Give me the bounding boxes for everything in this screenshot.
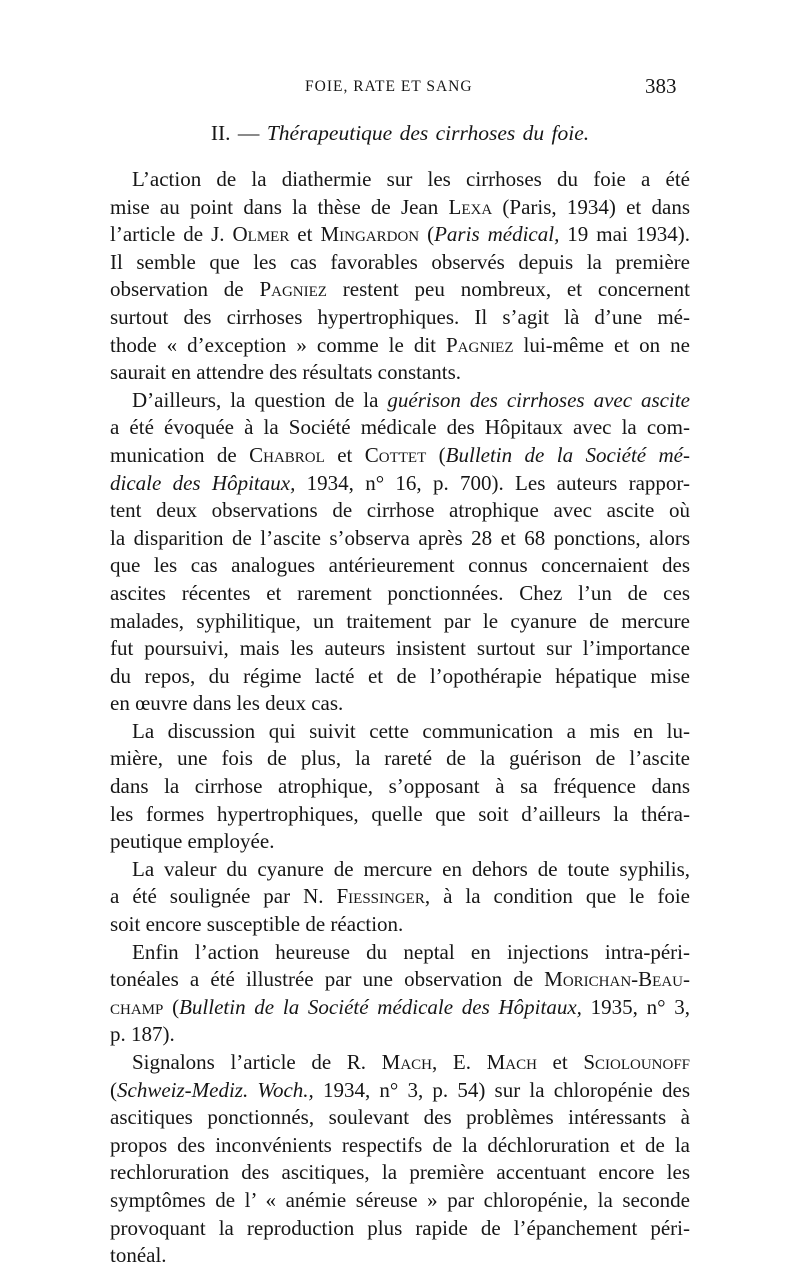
text-line bbox=[110, 773, 690, 801]
text-run: rechloruration des ascitiques, la première accentuant encore les bbox=[110, 1160, 690, 1185]
text-run: D’ailleurs, la question de la bbox=[132, 387, 388, 412]
text-line bbox=[110, 966, 690, 994]
text-run: ( bbox=[110, 1077, 117, 1102]
italic-text: Bulletin de la Société médicale des Hôpitaux, bbox=[179, 994, 582, 1019]
author-name: Olmer bbox=[232, 222, 290, 247]
text-run: lui-même et on ne bbox=[513, 332, 690, 357]
paragraph bbox=[110, 166, 690, 387]
running-title: FOIE, RATE ET SANG bbox=[305, 78, 473, 95]
text-run: Il semble que les cas favorables observés depuis la première bbox=[110, 249, 690, 274]
text-line bbox=[110, 745, 690, 773]
text-run: et bbox=[324, 442, 365, 467]
text-run: l’article de J. bbox=[110, 222, 233, 247]
author-name: Lexa bbox=[448, 194, 493, 219]
text-line bbox=[110, 470, 690, 498]
author-name: Mach bbox=[486, 1050, 537, 1074]
text-line bbox=[110, 1104, 690, 1132]
author-name: Chabrol bbox=[249, 442, 325, 467]
text-line bbox=[110, 276, 690, 304]
text-run: , E. bbox=[432, 1050, 487, 1074]
text-run: propos des inconvénients respectifs de la déchloruration et de la bbox=[110, 1132, 690, 1157]
text-line bbox=[110, 552, 690, 580]
text-line bbox=[110, 414, 690, 442]
author-name: champ bbox=[110, 994, 164, 1019]
text-run: La discussion qui suivit cette communication a mis en lu- bbox=[132, 718, 690, 743]
author-name: Mach bbox=[381, 1050, 433, 1074]
text-run: munication de bbox=[110, 442, 250, 467]
text-run: tonéal. bbox=[110, 1243, 167, 1268]
text-run: et bbox=[289, 222, 321, 247]
author-name: Morichan-Beau- bbox=[544, 967, 690, 992]
text-run: ( bbox=[426, 442, 446, 467]
text-line bbox=[110, 442, 690, 470]
text-line bbox=[110, 911, 690, 939]
text-line bbox=[110, 1021, 690, 1049]
text-line bbox=[110, 828, 690, 856]
text-run: 1934, n° 3, p. 54) sur la chloropénie des bbox=[313, 1077, 690, 1102]
text-run: tonéales a été illustrée par une observation de bbox=[110, 967, 545, 992]
text-line bbox=[110, 194, 690, 222]
text-run: symptômes de l’ « anémie séreuse » par chloropénie, la seconde bbox=[110, 1187, 690, 1212]
text-run: 1935, n° 3, bbox=[581, 994, 690, 1019]
author-name: Fiessinger bbox=[336, 884, 425, 909]
text-run: du repos, du régime lacté et de l’opothérapie hépatique mise bbox=[110, 663, 690, 688]
text-line bbox=[110, 387, 690, 415]
section-title: Thérapeutique des cirrhoses du foie. bbox=[266, 121, 590, 145]
italic-text: Paris médical, bbox=[434, 222, 560, 247]
text-run: saurait en attendre des résultats constants. bbox=[110, 360, 462, 385]
text-line bbox=[110, 1215, 690, 1243]
text-line bbox=[110, 332, 690, 360]
italic-text: dicale des Hôpitaux, bbox=[110, 470, 296, 495]
text-run: ( bbox=[163, 994, 180, 1019]
text-run: ( bbox=[419, 222, 435, 247]
text-line bbox=[110, 939, 690, 967]
text-run: (Paris, 1934) et dans bbox=[492, 194, 690, 219]
running-header bbox=[0, 74, 800, 104]
text-line bbox=[110, 525, 690, 553]
text-run: 19 mai 1934). bbox=[559, 222, 691, 247]
text-run: Enfin l’action heureuse du neptal en injections intra-péri- bbox=[132, 939, 690, 964]
text-run: mise au point dans la thèse de Jean bbox=[110, 194, 449, 219]
text-line bbox=[110, 1132, 690, 1160]
text-line bbox=[110, 1049, 690, 1077]
text-line bbox=[110, 994, 690, 1022]
text-line bbox=[110, 801, 690, 829]
text-line bbox=[110, 608, 690, 636]
italic-text: guérison des cirrhoses avec ascite bbox=[387, 387, 690, 412]
text-run: tent deux observations de cirrhose atrophique avec ascite où bbox=[110, 498, 690, 523]
paragraph bbox=[110, 387, 690, 718]
text-run: malades, syphilitique, un traitement par le cyanure de mercure bbox=[110, 608, 690, 633]
text-run: , à la condition que le foie bbox=[424, 884, 690, 909]
text-run: a été soulignée par N. bbox=[110, 884, 337, 909]
text-line bbox=[110, 635, 690, 663]
text-run: provoquant la reproduction plus rapide de l’épanchement péri- bbox=[110, 1215, 690, 1240]
italic-text: Schweiz-Mediz. Woch., bbox=[117, 1077, 314, 1102]
text-line bbox=[110, 221, 690, 249]
text-line bbox=[110, 1077, 690, 1105]
text-line bbox=[110, 718, 690, 746]
text-run: 1934, n° 16, p. 700). Les auteurs rappor- bbox=[295, 470, 690, 495]
author-name: Pagniez bbox=[259, 277, 327, 302]
text-run: La valeur du cyanure de mercure en dehors de toute syphilis, bbox=[132, 856, 690, 881]
text-run: Signalons l’article de R. bbox=[132, 1050, 382, 1074]
author-name: Cottet bbox=[364, 442, 427, 467]
text-line bbox=[110, 249, 690, 277]
text-run: thode « d’exception » comme le dit bbox=[110, 332, 446, 357]
text-run: fut poursuivi, mais les auteurs insistent surtout sur l’importance bbox=[110, 636, 690, 661]
text-run: peutique employée. bbox=[110, 829, 275, 854]
text-run: soit encore susceptible de réaction. bbox=[110, 912, 404, 937]
text-run: a été évoquée à la Société médicale des Hôpitaux avec la com- bbox=[110, 415, 690, 440]
text-run: ascitiques ponctionnés, soulevant des problèmes intéressants à bbox=[110, 1105, 690, 1130]
text-run: dans la cirrhose atrophique, s’opposant à sa fréquence dans bbox=[110, 774, 690, 799]
text-run: les formes hypertrophiques, quelle que soit d’ailleurs la théra- bbox=[110, 801, 690, 826]
paragraph bbox=[110, 856, 690, 939]
body-text bbox=[110, 166, 690, 1270]
text-line bbox=[110, 304, 690, 332]
text-run: ascites récentes et rarement ponctionnées. Chez l’un de ces bbox=[110, 580, 690, 605]
text-run: que les cas analogues antérieurement connus concernaient des bbox=[110, 553, 690, 578]
text-run: surtout des cirrhoses hypertrophiques. Il s’agit là d’une mé- bbox=[110, 304, 690, 329]
text-run: la disparition de l’ascite s’observa après 28 et 68 ponctions, alors bbox=[110, 525, 690, 550]
text-line bbox=[110, 497, 690, 525]
paragraph bbox=[110, 718, 690, 856]
paragraph bbox=[110, 939, 690, 1049]
text-line bbox=[110, 1242, 690, 1270]
section-heading bbox=[0, 121, 800, 146]
text-run: mière, une fois de plus, la rareté de la guérison de l’ascite bbox=[110, 746, 690, 771]
text-run: p. 187). bbox=[110, 1022, 175, 1047]
author-name: Sciolounoff bbox=[583, 1050, 691, 1074]
italic-text: Bulletin de la Société mé- bbox=[445, 442, 690, 467]
text-line bbox=[110, 580, 690, 608]
page-number: 383 bbox=[645, 74, 677, 98]
author-name: Pagniez bbox=[446, 332, 514, 357]
text-line bbox=[110, 690, 690, 718]
text-run: restent peu nombreux, et concernent bbox=[326, 277, 690, 302]
text-line bbox=[110, 359, 690, 387]
text-line bbox=[110, 663, 690, 691]
paragraph bbox=[110, 1049, 690, 1270]
text-line bbox=[110, 1159, 690, 1187]
text-line bbox=[110, 1187, 690, 1215]
text-line bbox=[110, 166, 690, 194]
author-name: Mingardon bbox=[320, 222, 420, 247]
text-run: observation de bbox=[110, 277, 260, 302]
text-run: en œuvre dans les deux cas. bbox=[110, 691, 344, 716]
section-number: II. — bbox=[210, 121, 260, 145]
text-line bbox=[110, 883, 690, 911]
text-line bbox=[110, 856, 690, 884]
text-run: L’action de la diathermie sur les cirrhoses du foie a été bbox=[132, 167, 690, 191]
text-run: et bbox=[536, 1050, 584, 1074]
